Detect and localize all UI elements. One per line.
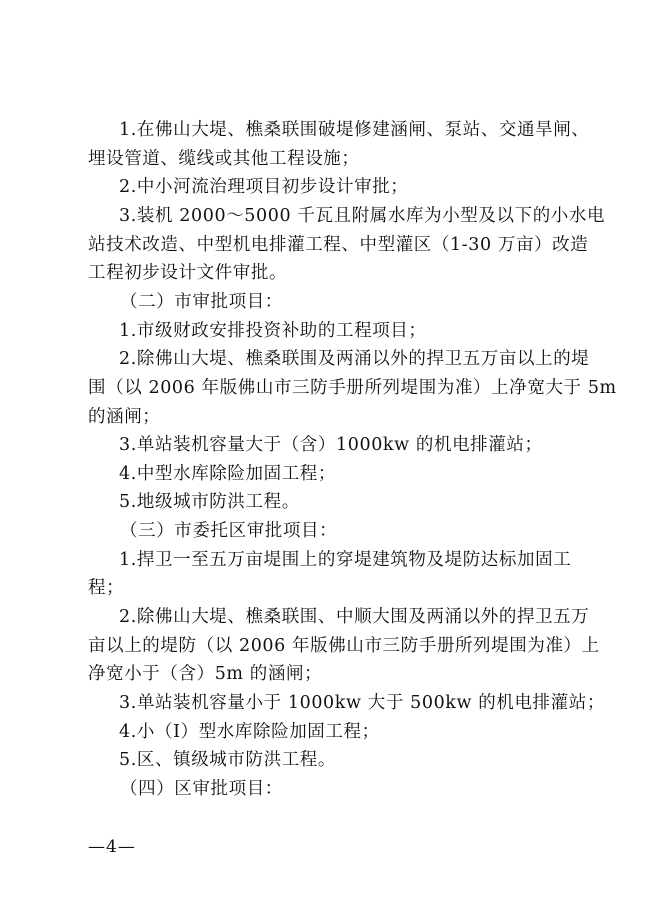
text-line: 工程初步设计文件审批。 xyxy=(88,263,288,283)
text-line: 1.市级财政安排投资补助的工程项目； xyxy=(119,321,427,341)
text-line: 5.地级城市防洪工程。 xyxy=(119,492,300,512)
text-line: 2.除佛山大堤、樵桑联围、中顺大围及两涌以外的捍卫五万 xyxy=(119,607,590,627)
text-line: 1.捍卫一至五万亩堤围上的穿堤建筑物及堤防达标加固工 xyxy=(119,550,572,570)
text-line: 的涵闸； xyxy=(88,407,161,427)
text-line: 2.除佛山大堤、樵桑联围及两涌以外的捍卫五万亩以上的堤 xyxy=(119,349,590,369)
text-line: 3.单站装机容量大于（含）1000kw 的机电排灌站； xyxy=(119,435,543,455)
section-heading: （二）市审批项目： xyxy=(120,292,283,312)
page-number: —4— xyxy=(88,837,136,857)
section-heading: （三）市委托区审批项目： xyxy=(120,521,338,541)
text-line: 3.单站装机容量小于 1000kw 大于 500kw 的机电排灌站； xyxy=(119,693,605,713)
text-line: 围（以 2006 年版佛山市三防手册所列堤围为准）上净宽大于 5m xyxy=(88,378,617,398)
text-line: 1.在佛山大堤、樵桑联围破堤修建涵闸、泵站、交通旱闸、 xyxy=(119,120,590,140)
section-heading: （四）区审批项目： xyxy=(120,779,283,799)
text-line: 净宽小于（含）5m 的涵闸； xyxy=(88,664,323,684)
text-line: 2.中小河流治理项目初步设计审批； xyxy=(119,177,409,197)
text-line: 站技术改造、中型机电排灌工程、中型灌区（1-30 万亩）改造 xyxy=(88,235,589,255)
text-line: 3.装机 2000～5000 千瓦且附属水库为小型及以下的小水电 xyxy=(119,206,606,226)
text-line: 程； xyxy=(88,578,125,598)
text-line: 4.中型水库除险加固工程； xyxy=(119,464,336,484)
text-line: 亩以上的堤防（以 2006 年版佛山市三防手册所列堤围为准）上 xyxy=(88,636,600,656)
text-line: 埋设管道、缆线或其他工程设施； xyxy=(88,149,360,169)
text-line: 4.小（I）型水库除险加固工程； xyxy=(119,722,380,742)
text-line: 5.区、镇级城市防洪工程。 xyxy=(119,750,336,770)
